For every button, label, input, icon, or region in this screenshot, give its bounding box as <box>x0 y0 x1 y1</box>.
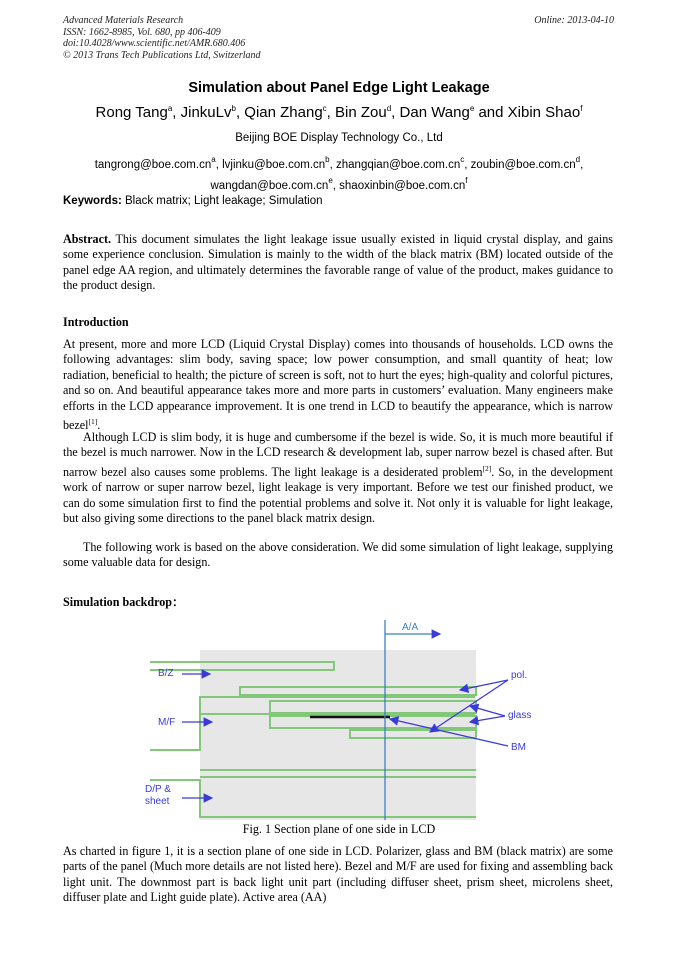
email-affil-mark: c <box>460 155 465 164</box>
introduction-heading: Introduction <box>63 315 129 329</box>
author-list <box>0 104 678 121</box>
body-paragraph: As charted in figure 1, it is a section plane of one side in LCD. Polarizer, glass and BM (black matrix) are some parts of the panel (Much more details are not listed here). Bezel and M/F are used for fixing and assembling back light unit. The downmost part is back light unit part (including diffuser sheet, prism sheet, microlens sheet, diffuser plate and Light guide plate). Active area (AA) <box>63 844 613 905</box>
author-name: Rong Tang <box>95 104 168 121</box>
label-pol: pol. <box>511 670 528 681</box>
author-separator: , <box>326 104 336 121</box>
lcd-section-diagram <box>140 612 540 822</box>
copyright: © 2013 Trans Tech Publications Ltd, Switzerland <box>63 49 261 61</box>
author-email[interactable]: wangdan@boe.com.cn <box>210 180 329 192</box>
intro-p2b-text: . So, in the development work of narrow or super narrow bezel, light leakage is very important. Before we test our finished product, we can do some simulation first to find the potential problems and solve it. Not only it is valuable for light leakage, but also giving some directions to the panel black matrix design. <box>63 464 613 526</box>
author-email[interactable]: tangrong@boe.com.cn <box>94 159 212 171</box>
label-dp-2: sheet <box>145 796 170 807</box>
author-email[interactable]: zoubin@boe.com.cn <box>470 159 576 171</box>
email-affil-mark: b <box>325 155 330 164</box>
intro-p1-text: At present, more and more LCD (Liquid Crystal Display) comes into thousands of households. LCD owns the following advantages: slim body, saving space; low power consumption, and small quantity of heat; low radiation, beneficial to health; the picture of screen is soft, not to hurt the eyes; high-quality and colorful pictures, and so on. And beautiful appearance takes more and more parts in customers’ evaluation. Many engineers make efforts in the LCD appearance improvement. It is one trend in LCD to beautify the appearance, which is narrow bezel <box>63 337 613 433</box>
intro-p1-end: . <box>97 418 101 433</box>
author-name: JinkuLv <box>180 104 232 121</box>
author-affil-mark: f <box>580 104 583 113</box>
diagram-background <box>200 650 476 820</box>
email-separator: , <box>329 159 337 171</box>
intro-paragraph-3: The following work is based on the above consideration. We did some simulation of light leakage, supplying some valuable data for design. <box>63 540 613 570</box>
intro-paragraph-2 <box>63 430 613 526</box>
label-mf: M/F <box>158 717 176 728</box>
author-name: Dan Wang <box>399 104 470 121</box>
citation-ref: [2] <box>482 463 492 473</box>
figure-1 <box>140 612 540 822</box>
author-separator: , <box>391 104 400 121</box>
author-email[interactable]: shaoxinbin@boe.com.cn <box>339 180 466 192</box>
author-affil-mark: a <box>167 104 173 113</box>
label-dp-1: D/P & <box>145 784 171 795</box>
email-separator: , <box>580 159 584 171</box>
author-affil-mark: d <box>386 104 392 113</box>
paper-title: Simulation about Panel Edge Light Leakage <box>188 80 490 96</box>
author-separator: , <box>172 104 181 121</box>
author-email[interactable]: lvjinku@boe.com.cn <box>222 159 326 171</box>
label-aa: A/A <box>402 622 419 633</box>
keywords-label: Keywords: <box>63 195 122 207</box>
label-bz: B/Z <box>158 668 174 679</box>
author-affil-mark: b <box>231 104 236 113</box>
issn: ISSN: 1662-8985, Vol. 680, pp 406-409 <box>63 26 221 38</box>
email-separator: , <box>464 159 471 171</box>
email-separator: , <box>215 159 223 171</box>
figure-caption: Fig. 1 Section plane of one side in LCD <box>242 822 436 836</box>
email-affil-mark: a <box>211 155 216 164</box>
online-date: Online: 2013-04-10 <box>534 15 614 26</box>
label-bm: BM <box>511 742 526 753</box>
author-name: Xibin Shao <box>507 104 581 121</box>
intro-p2a-text: Although LCD is slim body, it is huge and cumbersome if the bezel is wide. So, it is much more beautiful if the bezel is much narrower. Now in the LCD research & development lab, super narrow bezel is chased after. But narrow bezel also causes some problems. The light leakage is a desiderated problem <box>63 430 613 479</box>
journal-header <box>63 15 261 61</box>
author-name: Bin Zou <box>335 104 387 121</box>
author-separator: and <box>474 104 508 121</box>
email-separator: , <box>332 180 340 192</box>
author-affil-mark: c <box>322 104 327 113</box>
affiliation: Beijing BOE Display Technology Co., Ltd <box>235 132 443 144</box>
author-email[interactable]: zhangqian@boe.com.cn <box>336 159 461 171</box>
author-name: Qian Zhang <box>244 104 323 121</box>
email-affil-mark: f <box>465 176 468 185</box>
abstract <box>63 232 613 294</box>
author-separator: , <box>235 104 245 121</box>
keywords-text: Black matrix; Light leakage; Simulation <box>121 195 323 207</box>
author-affil-mark: e <box>469 104 475 113</box>
email-affil-mark: d <box>575 155 581 164</box>
simulation-heading: Simulation backdrop： <box>63 595 185 609</box>
keywords <box>63 195 323 207</box>
abstract-label: Abstract. <box>63 232 112 246</box>
label-glass: glass <box>508 710 532 721</box>
email-affil-mark: e <box>328 176 333 185</box>
abstract-text: This document simulates the light leakage issue usually existed in liquid crystal display, and gains some experience conclusion. Simulation is mainly to the width of the black matrix (BM) located outside of the panel edge AA region, and ultimately determines the favorable range of value of the product, makes guidance to the product design. <box>63 232 613 293</box>
citation-ref: [1] <box>88 417 98 427</box>
intro-paragraph-1 <box>63 337 613 433</box>
doi: doi:10.4028/www.scientific.net/AMR.680.406 <box>63 38 246 49</box>
journal-name: Advanced Materials Research <box>63 15 184 26</box>
email-list <box>60 152 618 194</box>
